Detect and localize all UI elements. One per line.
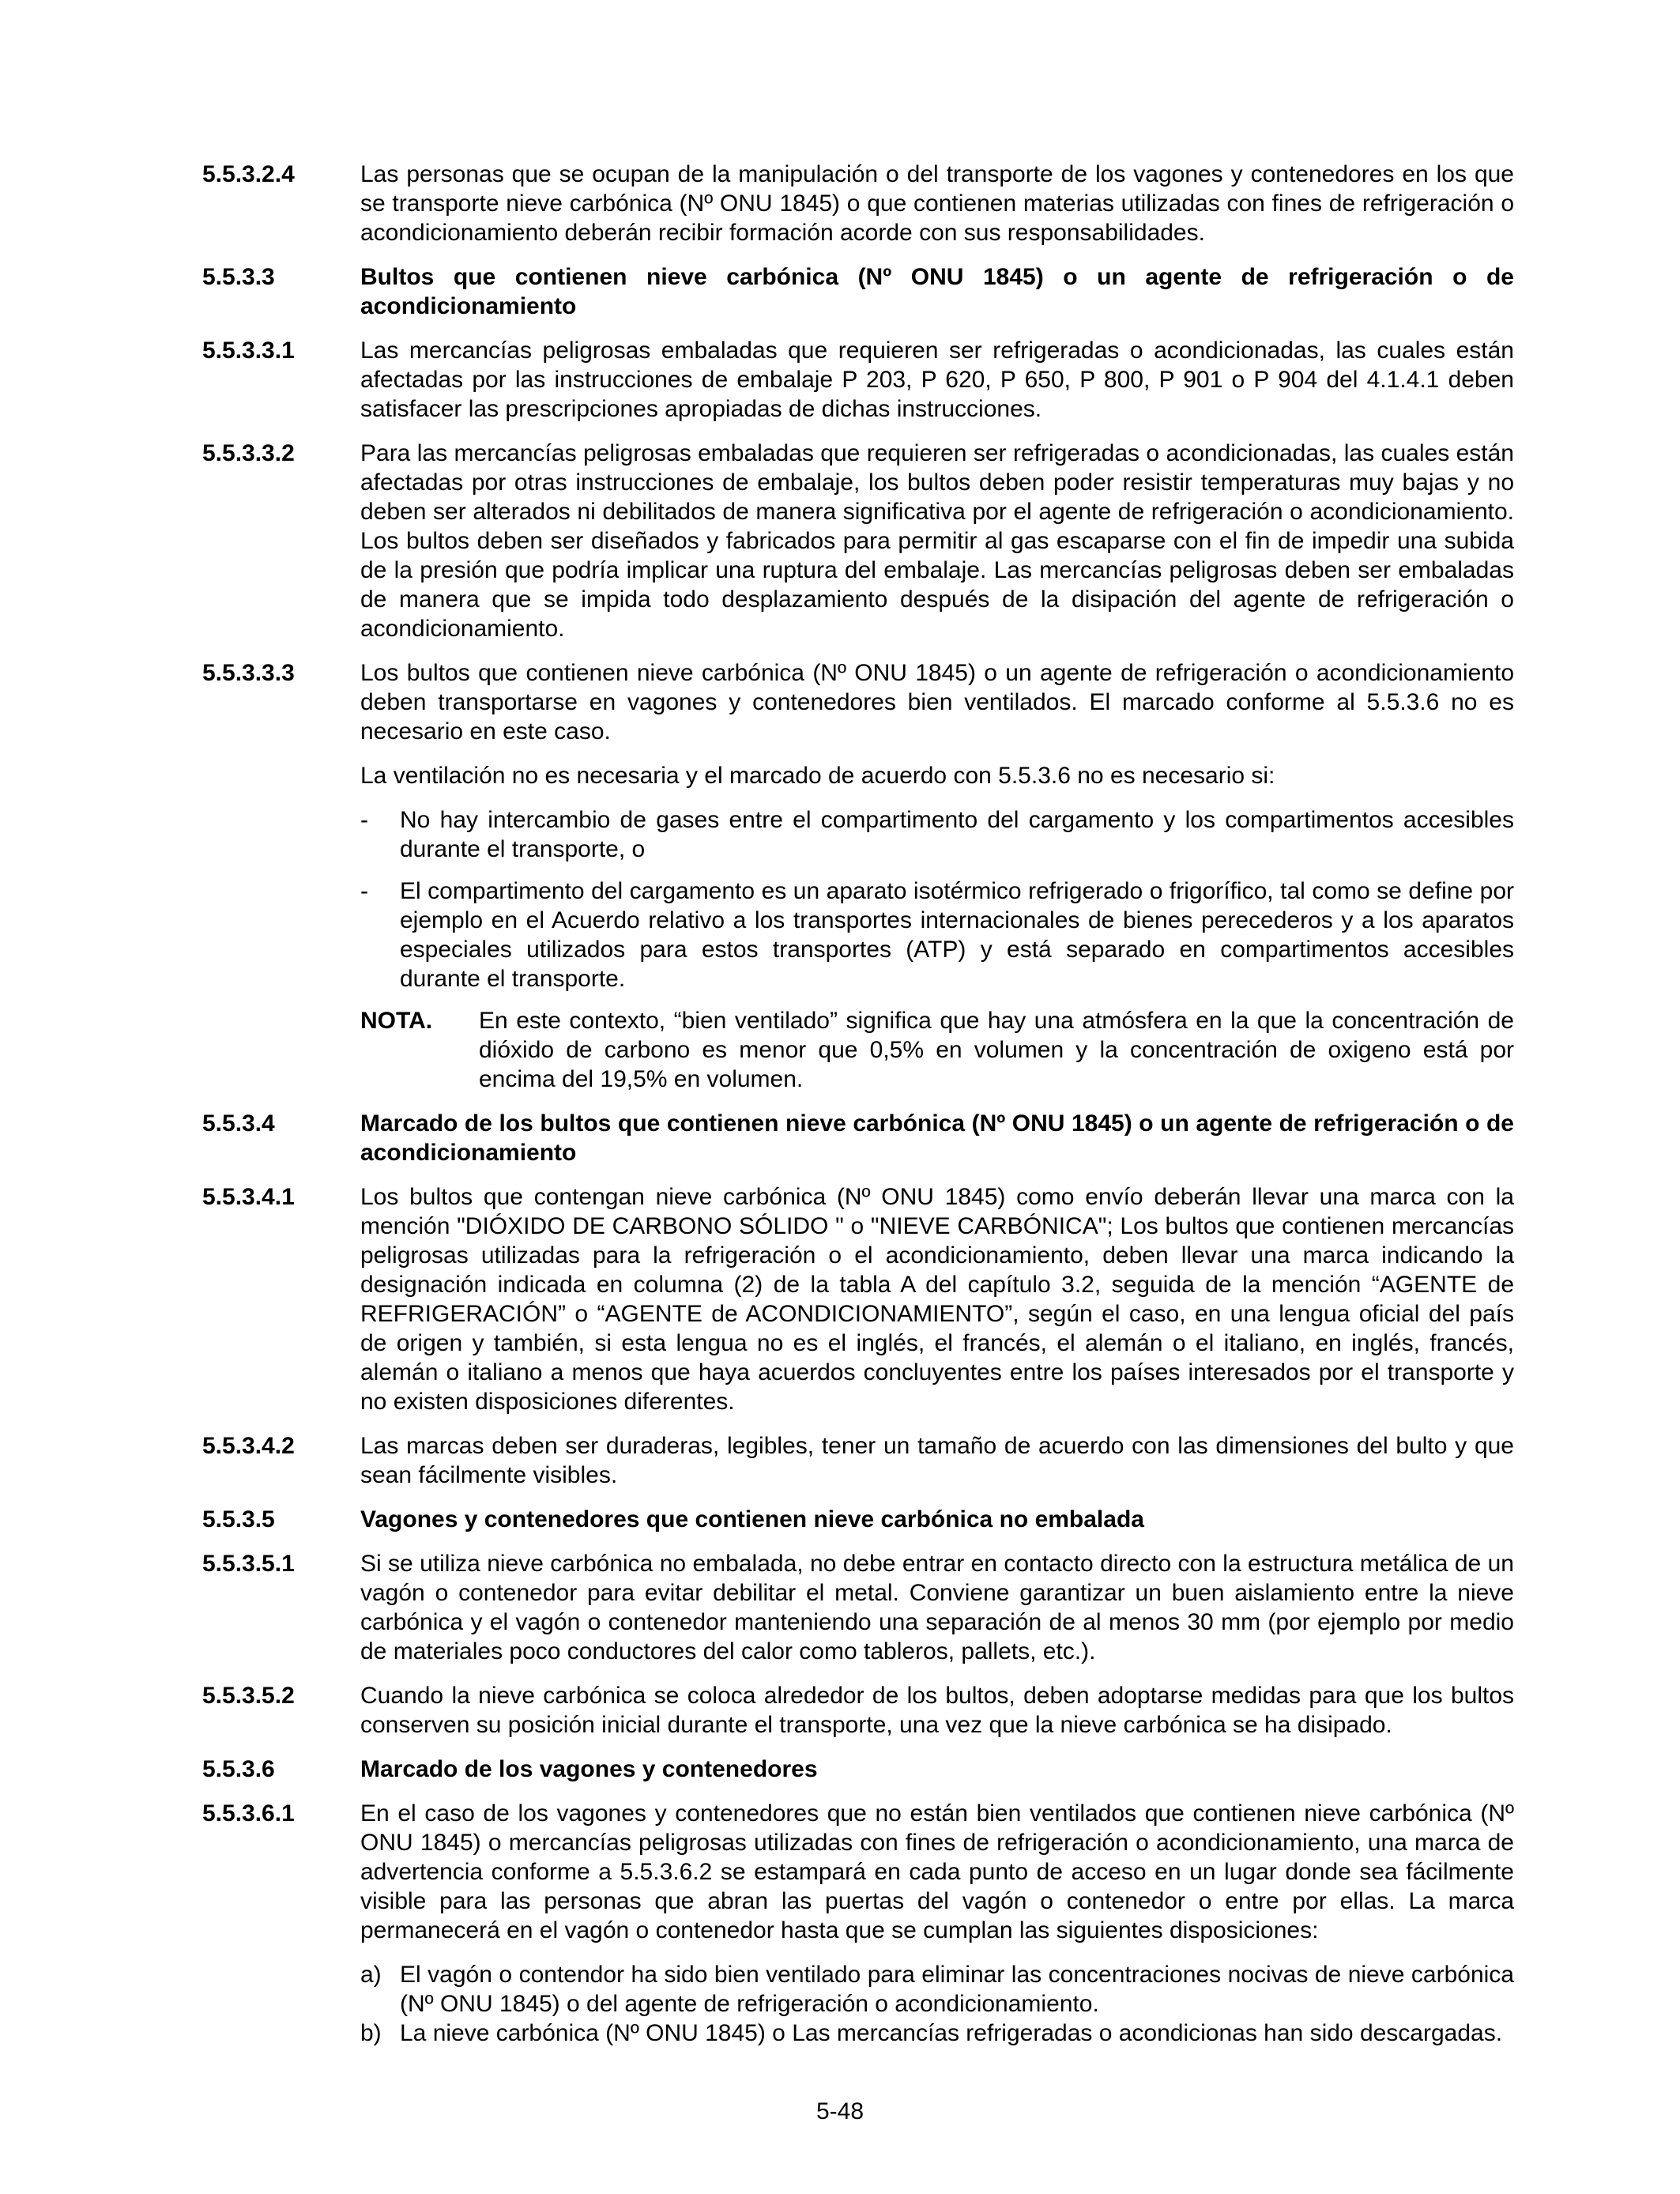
section-paragraph: La ventilación no es necesaria y el marcado de acuerdo con 5.5.3.6 no es necesario si: — [360, 763, 1275, 789]
section-number: 5.5.3.6 — [202, 1756, 275, 1782]
section-number: 5.5.3.3 — [202, 264, 275, 290]
section-5-5-3-3-1 — [202, 336, 1514, 424]
section-number: 5.5.3.5 — [202, 1506, 275, 1532]
section-heading: Marcado de los vagones y contenedores — [360, 1756, 818, 1782]
bullet-text: No hay intercambio de gases entre el compartimento del cargamento y los compartimentos accesibles durante el transporte, o — [400, 807, 1514, 862]
note-text: En este contexto, “bien ventilado” significa que hay una atmósfera en la que la concentración de dióxido de carbono es menor que 0,5% en volumen y la concentración de oxigeno está por encima del 19,5% en volumen. — [479, 1008, 1514, 1092]
section-number: 5.5.3.2.4 — [202, 161, 295, 187]
section-text: Los bultos que contienen nieve carbónica (Nº ONU 1845) o un agente de refrigeración o acondicionamiento deben transportarse en vagones y contenedores bien ventilados. El marcado conforme al 5.5.3.6 no es necesario en este caso. — [360, 660, 1514, 745]
section-number: 5.5.3.5.2 — [202, 1683, 295, 1709]
section-text: Cuando la nieve carbónica se coloca alrededor de los bultos, deben adoptarse medidas para que los bultos conserven su posición inicial durante el transporte, una vez que la nieve carbónica se ha disipado. — [360, 1683, 1514, 1738]
section-heading: Vagones y contenedores que contienen nieve carbónica no embalada — [360, 1506, 1144, 1532]
bullet-mark: - — [360, 878, 368, 904]
lettered-list — [360, 1960, 1514, 2048]
section-text: En el caso de los vagones y contenedores que no están bien ventilados que contienen nieve carbónica (Nº ONU 1845) o mercancías peligrosas utilizadas con fines de refrigeración o acondicionamiento, una marca de advertencia conforme a 5.5.3.6.2 se estampará en cada punto de acceso en un lugar donde sea fácilmente visible para las personas que abran las puertas del vagón o contenedor o entre por ellas. La marca permanecerá en el vagón o contenedor hasta que se cumplan las siguientes disposiciones: — [360, 1800, 1514, 1943]
section-heading: Bultos que contienen nieve carbónica (Nº ONU 1845) o un agente de refrigeración o de acondicionamiento — [360, 264, 1514, 319]
list-item-text: La nieve carbónica (Nº ONU 1845) o Las mercancías refrigeradas o acondicionas han sido descargadas. — [400, 2020, 1503, 2046]
section-5-5-3-5-1 — [202, 1549, 1514, 1666]
section-5-5-3-2-4 — [202, 160, 1514, 247]
section-number: 5.5.3.3.1 — [202, 337, 295, 364]
note-label: NOTA. — [360, 1008, 433, 1034]
section-5-5-3-4-1 — [202, 1182, 1514, 1416]
note — [360, 1006, 1514, 1094]
list-item — [360, 876, 1514, 993]
section-5-5-3-3 — [202, 262, 1514, 321]
section-5-5-3-5 — [202, 1505, 1514, 1534]
section-number: 5.5.3.3.3 — [202, 660, 295, 686]
section-5-5-3-6-1 — [202, 1799, 1514, 1945]
section-number: 5.5.3.6.1 — [202, 1800, 295, 1826]
section-number: 5.5.3.4.1 — [202, 1184, 295, 1210]
section-heading: Marcado de los bultos que contienen nieve carbónica (Nº ONU 1845) o un agente de refrigeración o de acondicionamiento — [360, 1110, 1514, 1166]
section-text: Si se utiliza nieve carbónica no embalada, no debe entrar en contacto directo con la estructura metálica de un vagón o contenedor para evitar debilitar el metal. Conviene garantizar un buen aislamiento entre la nieve carbónica y el vagón o contenedor manteniendo una separación de al menos 30 mm (por ejemplo por medio de materiales poco conductores del calor como tableros, pallets, etc.). — [360, 1551, 1514, 1664]
section-number: 5.5.3.4.2 — [202, 1433, 295, 1459]
document-page — [202, 160, 1514, 2048]
section-5-5-3-5-2 — [202, 1681, 1514, 1740]
section-number: 5.5.3.5.1 — [202, 1551, 295, 1577]
list-item — [360, 805, 1514, 864]
list-item-text: El vagón o contendor ha sido bien ventilado para eliminar las concentraciones nocivas de nieve carbónica (Nº ONU 1845) o del agente de refrigeración o acondicionamiento. — [400, 1962, 1514, 2017]
section-number: 5.5.3.4 — [202, 1110, 275, 1137]
section-5-5-3-3-2 — [202, 439, 1514, 643]
section-text: Las mercancías peligrosas embaladas que requieren ser refrigeradas o acondicionadas, las cuales están afectadas por las instrucciones de embalaje P 203, P 620, P 650, P 800, P 901 o P 904 del 4.1.4.1 deben satisfacer las prescripciones apropiadas de dichas instrucciones. — [360, 337, 1514, 422]
section-text: Las marcas deben ser duraderas, legibles, tener un tamaño de acuerdo con las dimensiones del bulto y que sean fácilmente visibles. — [360, 1433, 1514, 1488]
section-5-5-3-3-3 — [202, 658, 1514, 746]
bullet-mark: - — [360, 807, 368, 833]
section-5-5-3-4-2 — [202, 1431, 1514, 1490]
section-number: 5.5.3.3.2 — [202, 440, 295, 466]
list-letter: b) — [360, 2020, 382, 2046]
list-item — [360, 1960, 1514, 2019]
section-text: Los bultos que contengan nieve carbónica (Nº ONU 1845) como envío deberán llevar una marca con la mención "DIÓXIDO DE CARBONO SÓLIDO " o "NIEVE CARBÓNICA"; Los bultos que contienen mercancías peligrosas utilizadas para la refrigeración o el acondicionamiento, deben llevar una marca indicando la designación indicada en columna (2) de la tabla A del capítulo 3.2, seguida de la mención “AGENTE de REFRIGERACIÓN” o “AGENTE de ACONDICIONAMIENTO”, según el caso, en una lengua oficial del país de origen y también, si esta lengua no es el inglés, el francés, el alemán o el italiano, en inglés, francés, alemán o italiano a menos que haya acuerdos concluyentes entre los países interesados por el transporte y no existen disposiciones diferentes. — [360, 1184, 1514, 1415]
bullet-text: El compartimento del cargamento es un aparato isotérmico refrigerado o frigorífico, tal como se define por ejemplo en el Acuerdo relativo a los transportes internacionales de bienes perecederos y a los aparatos especiales utilizados para estos transportes (ATP) y está separado en compartimentos accesibles durante el transporte. — [400, 878, 1514, 992]
list-item — [360, 2019, 1514, 2048]
section-5-5-3-6 — [202, 1755, 1514, 1784]
section-text: Para las mercancías peligrosas embaladas que requieren ser refrigeradas o acondicionadas, las cuales están afectadas por otras instrucciones de embalaje, los bultos deben poder resistir temperaturas muy bajas y no deben ser alterados ni debilitados de manera significativa por el agente de refrigeración o acondicionamiento. Los bultos deben ser diseñados y fabricados para permitir al gas escaparse con el fin de impedir una subida de la presión que podría implicar una ruptura del embalaje. Las mercancías peligrosas deben ser embaladas de manera que se impida todo desplazamiento después de la disipación del agente de refrigeración o acondicionamiento. — [360, 440, 1514, 642]
list-letter: a) — [360, 1962, 382, 1988]
section-text: Las personas que se ocupan de la manipulación o del transporte de los vagones y contenedores en los que se transporte nieve carbónica (Nº ONU 1845) o que contienen materias utilizadas con fines de refrigeración o acondicionamiento deberán recibir formación acorde con sus responsabilidades. — [360, 161, 1514, 246]
section-5-5-3-4 — [202, 1109, 1514, 1167]
page-number: 5-48 — [816, 2098, 864, 2124]
